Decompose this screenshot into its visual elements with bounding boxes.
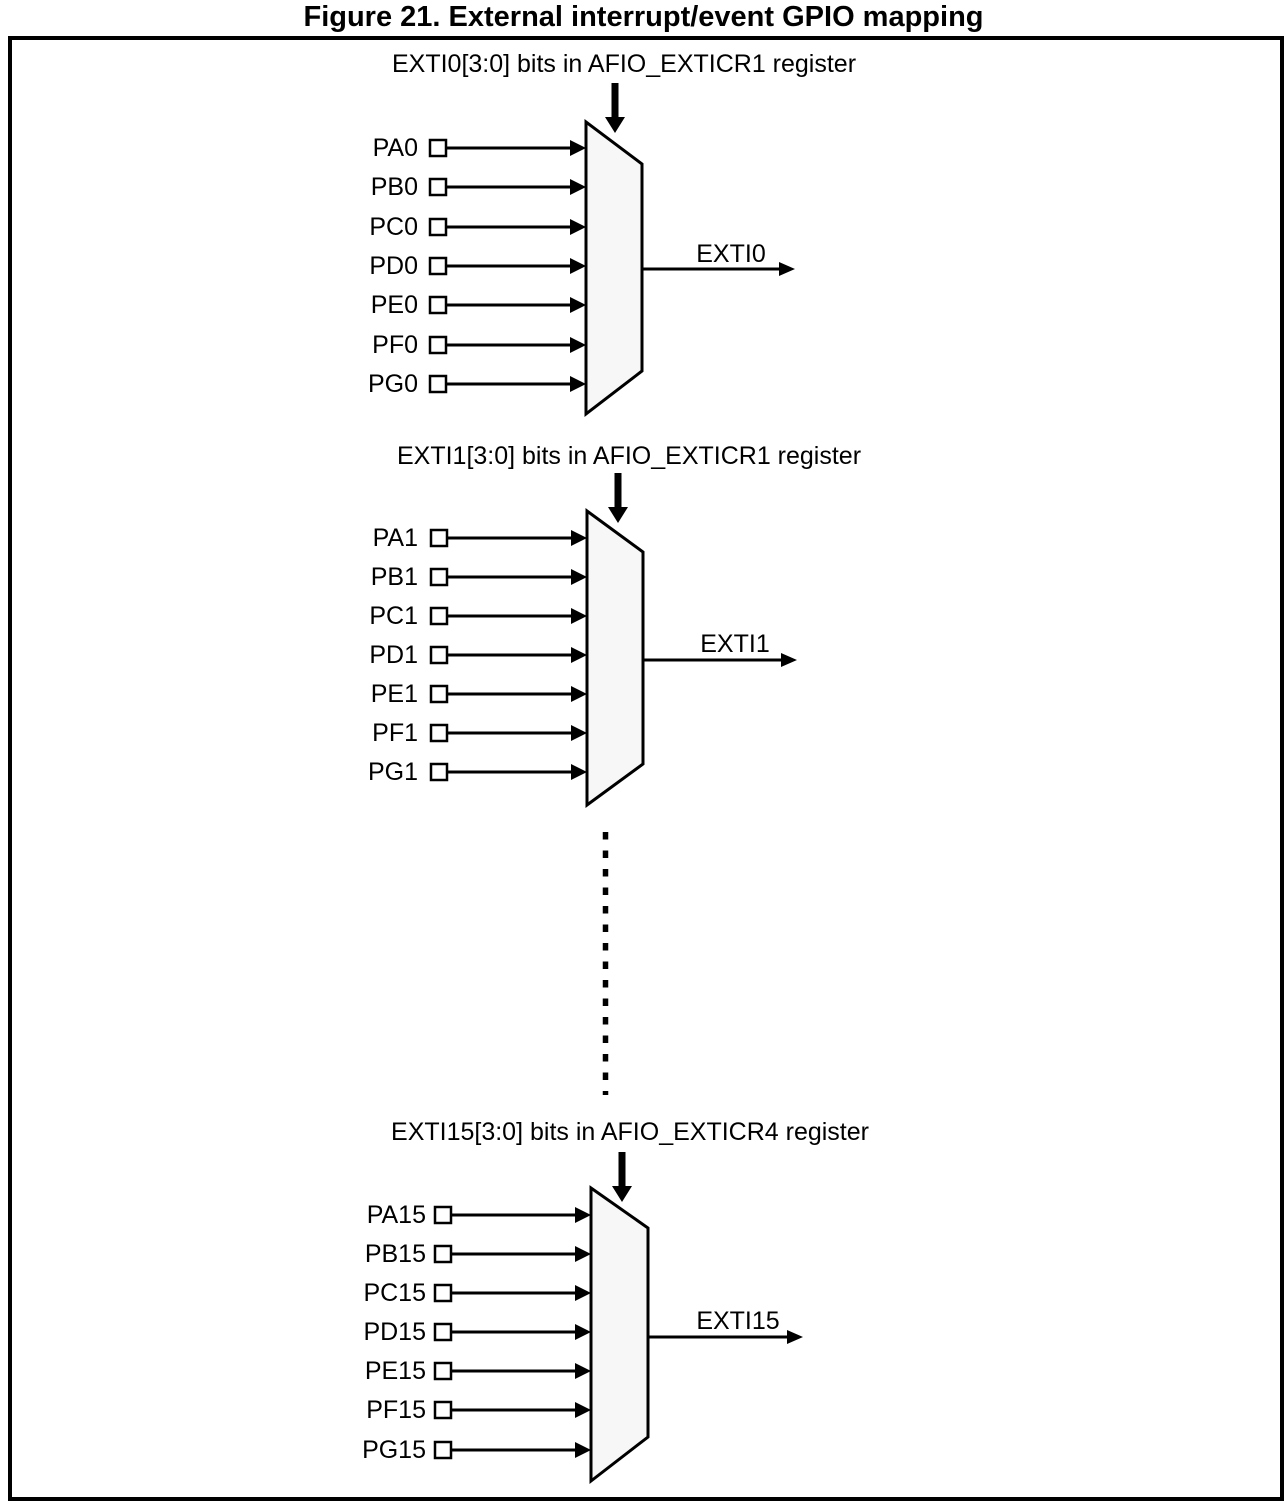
port-label-pg1: PG1 xyxy=(367,758,418,786)
gpio-port-arrow xyxy=(431,725,587,741)
gpio-port-arrow xyxy=(435,1442,591,1458)
select-arrow-icon xyxy=(605,83,625,133)
gpio-port-arrow xyxy=(430,179,586,195)
register-label-exticr1-exti1: EXTI1[3:0] bits in AFIO_EXTICR1 register xyxy=(396,442,862,470)
port-label-pf1: PF1 xyxy=(372,719,418,747)
register-label-exticr1-exti0: EXTI0[3:0] bits in AFIO_EXTICR1 register xyxy=(391,50,857,78)
port-label-pb15: PB15 xyxy=(364,1240,426,1268)
gpio-port-arrow xyxy=(431,764,587,780)
gpio-port-arrow xyxy=(431,530,587,546)
port-label-pc0: PC0 xyxy=(369,213,418,241)
port-label-pc15: PC15 xyxy=(363,1279,426,1307)
port-label-pa15: PA15 xyxy=(366,1201,426,1229)
gpio-port-arrow xyxy=(435,1363,591,1379)
gpio-port-arrow xyxy=(431,608,587,624)
output-label-exti15: EXTI15 xyxy=(696,1307,780,1335)
gpio-port-arrow xyxy=(431,569,587,585)
port-label-pb0: PB0 xyxy=(370,173,418,201)
port-label-pa1: PA1 xyxy=(372,524,418,552)
port-label-pe0: PE0 xyxy=(370,291,418,319)
port-label-pg0: PG0 xyxy=(367,370,418,398)
select-arrow-icon xyxy=(608,473,628,523)
output-label-exti1: EXTI1 xyxy=(700,630,770,658)
output-label-exti0: EXTI0 xyxy=(696,240,766,268)
select-arrow-icon xyxy=(612,1152,632,1202)
port-label-pf15: PF15 xyxy=(366,1396,426,1424)
mux-body xyxy=(586,122,642,414)
port-label-pf0: PF0 xyxy=(372,331,418,359)
gpio-port-arrow xyxy=(430,376,586,392)
mux-body xyxy=(591,1188,648,1481)
port-label-pd15: PD15 xyxy=(363,1318,426,1346)
register-label-exticr4-exti15: EXTI15[3:0] bits in AFIO_EXTICR4 register xyxy=(391,1118,869,1146)
gpio-port-arrow xyxy=(430,297,586,313)
gpio-port-arrow xyxy=(435,1402,591,1418)
gpio-port-arrow xyxy=(430,140,586,156)
mux-body xyxy=(587,511,643,805)
port-label-pg15: PG15 xyxy=(362,1436,426,1464)
gpio-port-arrow xyxy=(435,1285,591,1301)
port-label-pa0: PA0 xyxy=(372,134,418,162)
gpio-port-arrow xyxy=(435,1324,591,1340)
gpio-port-arrow xyxy=(431,686,587,702)
gpio-port-arrow xyxy=(435,1207,591,1223)
port-label-pd0: PD0 xyxy=(369,252,418,280)
gpio-port-arrow xyxy=(430,258,586,274)
gpio-port-arrow xyxy=(430,337,586,353)
port-label-pb1: PB1 xyxy=(370,563,418,591)
figure-title: Figure 21. External interrupt/event GPIO mapping xyxy=(303,1,984,33)
port-label-pd1: PD1 xyxy=(369,641,418,669)
gpio-port-arrow xyxy=(431,647,587,663)
gpio-port-arrow xyxy=(435,1246,591,1262)
port-label-pc1: PC1 xyxy=(369,602,418,630)
port-label-pe15: PE15 xyxy=(364,1357,426,1385)
gpio-port-arrow xyxy=(430,219,586,235)
port-label-pe1: PE1 xyxy=(370,680,418,708)
